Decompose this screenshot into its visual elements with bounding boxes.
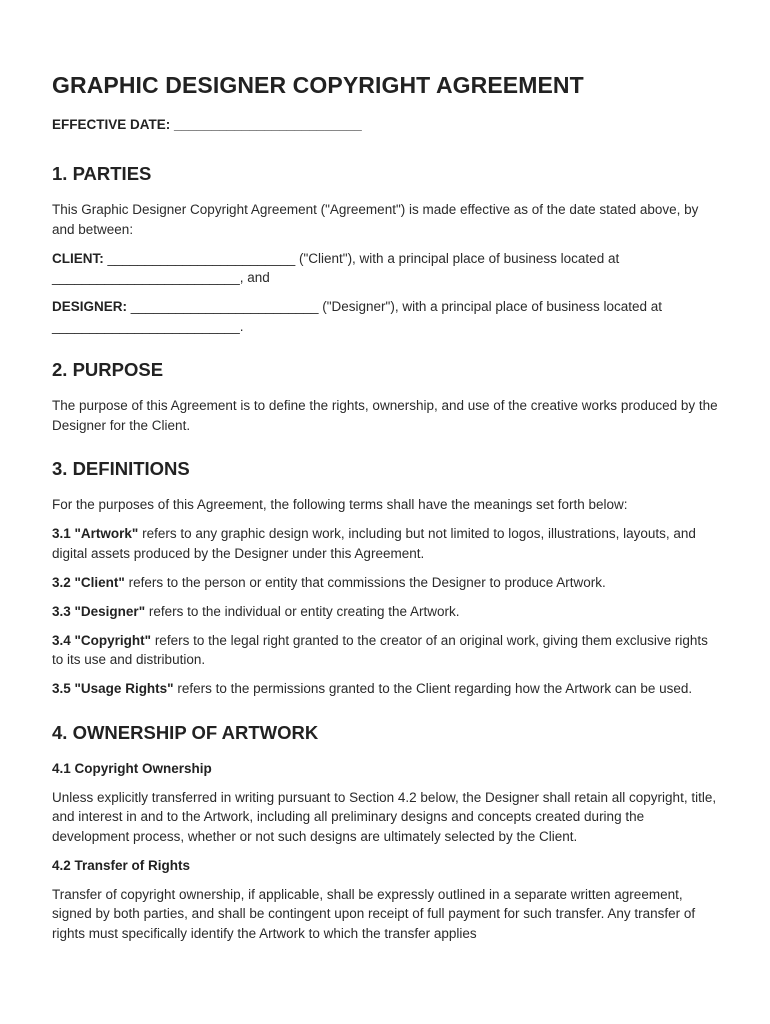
definition-term: 3.2 "Client" (52, 574, 125, 590)
definition-text: refers to the person or entity that commissions the Designer to produce Artwork. (124, 574, 606, 590)
subsection-heading-transfer-of-rights: 4.2 Transfer of Rights (52, 857, 191, 873)
parties-intro: This Graphic Designer Copyright Agreement ("Agreement") is made effective as of the date stated above, by and between: (52, 202, 699, 237)
definition-text: refers to any graphic design work, including but not limited to logos, illustrations, layouts, and digital assets produced by the Designer under this Agreement. (52, 526, 696, 561)
definition-term: 3.5 "Usage Rights" (52, 681, 174, 696)
definition-term: 3.3 "Designer" (52, 603, 146, 619)
effective-date-label: EFFECTIVE DATE: (52, 117, 171, 132)
definitions-intro: For the purposes of this Agreement, the following terms shall have the meanings set forth below: (52, 497, 628, 512)
definition-item (52, 573, 722, 593)
effective-date-blank: _________________________ (174, 117, 362, 132)
definition-item (52, 602, 722, 622)
subsection-heading-copyright-ownership: 4.1 Copyright Ownership (52, 760, 212, 776)
definition-item (52, 679, 722, 699)
section-heading-parties: 1. PARTIES (52, 163, 152, 184)
definition-item (52, 524, 722, 563)
client-text: _________________________ ("Client"), with a principal place of business located at _________________________, and (52, 250, 620, 285)
document-title: GRAPHIC DESIGNER COPYRIGHT AGREEMENT (52, 72, 584, 98)
client-label: CLIENT: (52, 250, 104, 266)
designer-label: DESIGNER: (52, 299, 128, 314)
purpose-text: The purpose of this Agreement is to define the rights, ownership, and use of the creative works produced by the Designer for the Client. (52, 398, 718, 433)
transfer-of-rights-text: Transfer of copyright ownership, if applicable, shall be expressly outlined in a separate written agreement, signed by both parties, and shall be contingent upon receipt of full payment for such transfer. Any transfer of rights must specifically identify the Artwork to which the transfer applies (52, 886, 696, 941)
definition-item (52, 631, 722, 670)
definition-term: 3.4 "Copyright" (52, 632, 152, 648)
definition-text: refers to the legal right granted to the creator of an original work, giving them exclusive rights to its use and distribution. (52, 632, 708, 667)
section-heading-purpose: 2. PURPOSE (52, 359, 164, 380)
copyright-ownership-text: Unless explicitly transferred in writing pursuant to Section 4.2 below, the Designer shall retain all copyright, title, and interest in and to the Artwork, including all preliminary designs and concepts created during the development process, whether or not such designs are ultimately selected by the Client. (52, 789, 717, 844)
section-heading-definitions: 3. DEFINITIONS (52, 458, 190, 479)
designer-party-line (52, 297, 722, 336)
definition-text: refers to the individual or entity creating the Artwork. (145, 603, 460, 619)
designer-text: _________________________ ("Designer"), with a principal place of business located at _________________________. (52, 299, 662, 334)
client-party-line (52, 249, 722, 288)
agreement-document (52, 70, 722, 953)
effective-date-line (52, 116, 722, 134)
definition-text: refers to the permissions granted to the Client regarding how the Artwork can be used. (173, 681, 693, 696)
definition-term: 3.1 "Artwork" (52, 526, 139, 541)
section-heading-ownership: 4. OWNERSHIP OF ARTWORK (52, 721, 319, 743)
